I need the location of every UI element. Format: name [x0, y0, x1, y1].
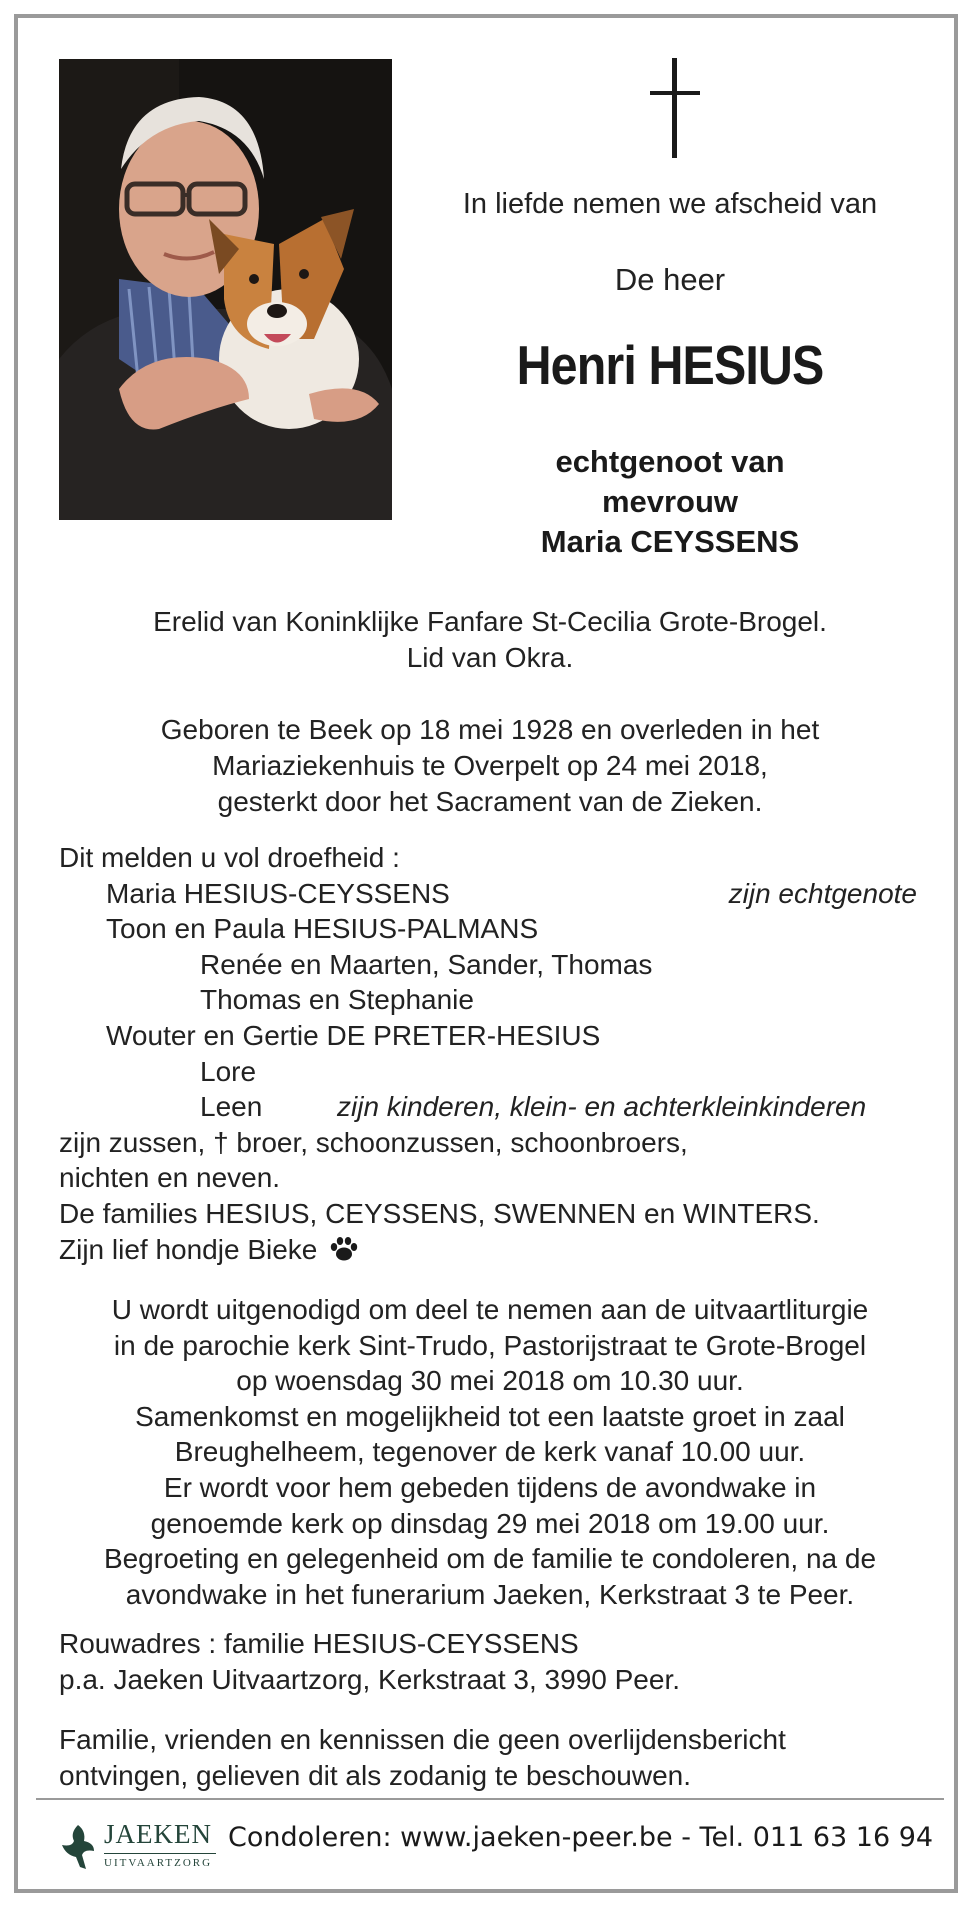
closing-line-1: Familie, vrienden en kennissen die geen overlijdensbericht — [59, 1724, 786, 1755]
family-child-2: Wouter en Gertie DE PRETER-HESIUS — [106, 1019, 601, 1051]
family-nieces: nichten en neven. — [59, 1162, 281, 1194]
funeral-line-5: Breughelheem, tegenover de kerk vanaf 10.00 uur. — [174, 1436, 806, 1468]
family-dog: Zijn lief hondje Bieke — [59, 1233, 318, 1265]
family-child-1: Toon en Paula HESIUS-PALMANS — [106, 913, 539, 945]
address-line-2: p.a. Jaeken Uitvaartzorg, Kerkstraat 3, 3990 Peer. — [59, 1664, 681, 1695]
funeral-line-1: U wordt uitgenodigd om deel te nemen aan de uitvaartliturgie — [111, 1294, 869, 1325]
family-grandchild-3: Lore — [200, 1055, 257, 1087]
funeral-line-3: op woensdag 30 mei 2018 om 10.30 uur. — [236, 1365, 744, 1397]
funeral-line-6: Er wordt voor hem gebeden tijdens de avondwake in — [163, 1471, 817, 1503]
funeral-line-8: Begroeting en gelegenheid om de familie te condoleren, na de — [103, 1543, 877, 1575]
family-grandchild-4: Leen — [200, 1091, 263, 1123]
family-grandchild-4-row — [59, 1089, 929, 1125]
spouse-block — [420, 442, 920, 562]
logo-subtitle: UITVAARTZORG — [104, 1857, 213, 1869]
family-children-relation: zijn kinderen, klein- en achterkleinkinderen — [337, 1091, 867, 1123]
birth-line-3: gesterkt door het Sacrament van de Zieken. — [217, 786, 763, 817]
mourning-address — [59, 1626, 680, 1698]
funeral-line-9: avondwake in het funerarium Jaeken, Kerkstraat 3 te Peer. — [125, 1578, 855, 1610]
funeral-line-2: in de parochie kerk Sint-Trudo, Pastorijstraat te Grote-Brogel — [113, 1329, 867, 1361]
family-spouse-row — [59, 876, 929, 912]
cross-icon — [650, 58, 700, 158]
closing-line-2: ontvingen, gelieven dit als zodanig te beschouwen. — [59, 1760, 691, 1791]
funeral-line-4: Samenkomst en mogelijkheid tot een laatste groet in zaal — [135, 1400, 845, 1432]
family-intro: Dit melden u vol droefheid : — [59, 842, 400, 873]
family-block — [59, 840, 929, 1267]
portrait-photo — [59, 59, 392, 520]
family-spouse-relation: zijn echtgenote — [728, 877, 917, 909]
family-siblings: zijn zussen, † broer, schoonzussen, schoonbroers, — [59, 1126, 688, 1158]
family-families: De families HESIUS, CEYSSENS, SWENNEN en WINTERS. — [59, 1197, 820, 1229]
funeral-block — [40, 1292, 940, 1612]
family-grandchild-1: Renée en Maarten, Sander, Thomas — [200, 948, 653, 980]
closing-note — [59, 1722, 786, 1794]
honors-line-1: Erelid van Koninklijke Fanfare St-Cecilia Grote-Brogel. — [153, 606, 827, 637]
deceased-name: Henri HESIUS — [516, 334, 824, 396]
family-dog-row — [59, 1232, 929, 1268]
footer-divider — [36, 1798, 944, 1800]
jaeken-logo — [60, 1815, 220, 1881]
intro-text: In liefde nemen we afscheid van — [462, 188, 878, 220]
birth-death-block — [40, 712, 940, 820]
honorific-title: De heer — [614, 262, 726, 297]
spouse-name: Maria CEYSSENS — [540, 524, 800, 559]
logo-brand: JAEKEN — [104, 1819, 212, 1849]
bird-icon — [60, 1821, 96, 1871]
contact-line: Condoleren: www.jaeken-peer.be - Tel. 011 63 16 94 — [228, 1822, 934, 1853]
family-grandchild-2: Thomas en Stephanie — [200, 984, 474, 1016]
honors-line-2: Lid van Okra. — [406, 642, 574, 673]
honors-block — [40, 604, 940, 676]
spouse-line-2: mevrouw — [601, 484, 739, 519]
family-spouse-name: Maria HESIUS-CEYSSENS — [106, 877, 450, 909]
paw-icon — [329, 1236, 359, 1262]
birth-line-2: Mariaziekenhuis te Overpelt op 24 mei 2018, — [212, 750, 768, 781]
funeral-line-7: genoemde kerk op dinsdag 29 mei 2018 om 19.00 uur. — [150, 1507, 830, 1539]
address-line-1: Rouwadres : familie HESIUS-CEYSSENS — [59, 1628, 579, 1659]
birth-line-1: Geboren te Beek op 18 mei 1928 en overleden in het — [160, 714, 820, 745]
spouse-line-1: echtgenoot van — [555, 444, 785, 479]
